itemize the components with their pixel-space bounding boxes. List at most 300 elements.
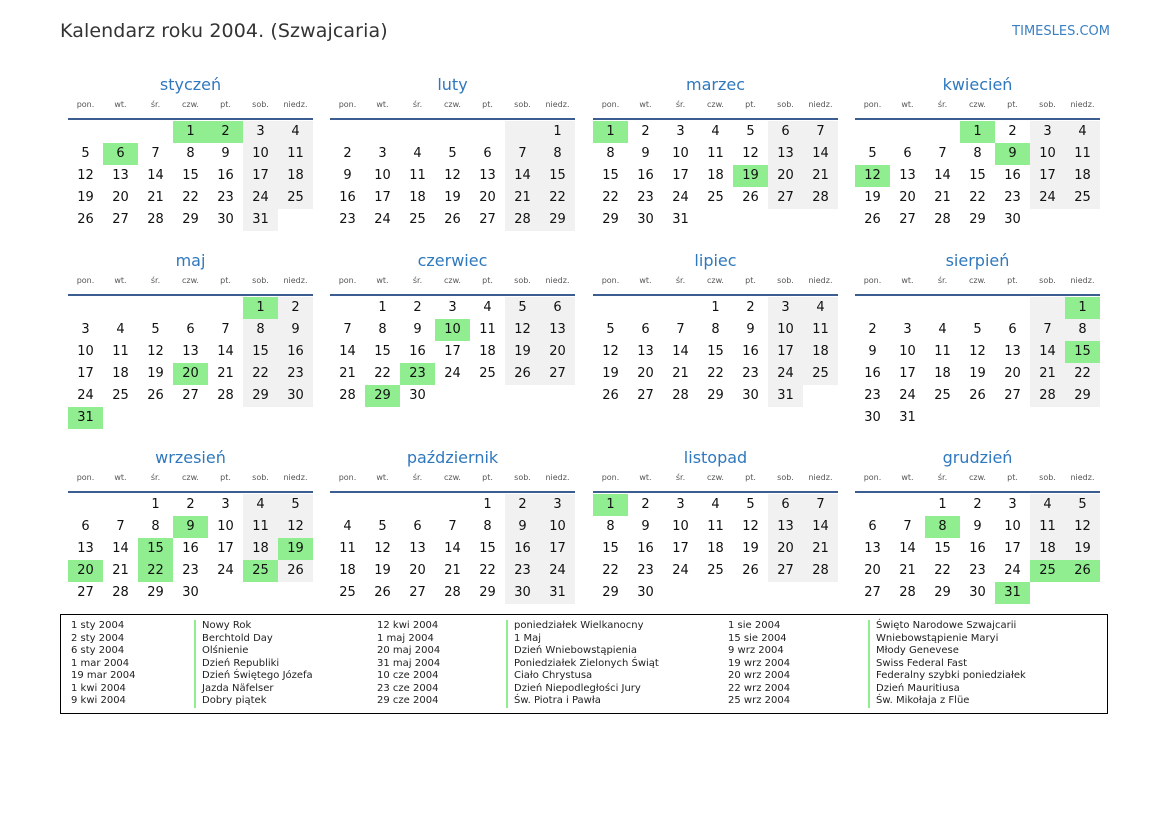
day-cell: 7 xyxy=(221,322,230,337)
day-cell: 11 xyxy=(479,322,496,337)
day-cell: 11 xyxy=(339,541,356,556)
day-cell: 16 xyxy=(339,190,356,205)
day-cell: 6 xyxy=(540,297,575,319)
day-cell: 27 xyxy=(409,585,426,600)
day-cell: 11 xyxy=(243,516,278,538)
month-block xyxy=(68,249,313,429)
holiday-day-cell: 1 xyxy=(593,494,628,516)
day-cell: 10 xyxy=(77,344,94,359)
weekday-label: czw. xyxy=(182,276,199,285)
day-cell: 10 xyxy=(243,143,278,165)
day-cell: 9 xyxy=(221,146,230,161)
day-cell: 11 xyxy=(1030,516,1065,538)
empty-day-cell xyxy=(540,385,575,407)
weekday-label: pon. xyxy=(76,276,95,285)
day-cell: 19 xyxy=(77,190,94,205)
day-cell: 14 xyxy=(803,516,838,538)
empty-day-cell xyxy=(628,297,663,319)
day-cell: 12 xyxy=(505,319,540,341)
day-grid xyxy=(855,121,1100,231)
holiday-name: Dzień Republiki xyxy=(194,658,313,671)
day-cell: 30 xyxy=(742,388,759,403)
day-cell: 25 xyxy=(479,366,496,381)
weekday-label: sob. xyxy=(514,276,531,285)
day-cell: 27 xyxy=(540,363,575,385)
day-cell: 6 xyxy=(413,519,422,534)
day-cell: 30 xyxy=(637,585,654,600)
holiday-date: 1 kwi 2004 xyxy=(71,682,126,694)
day-cell: 8 xyxy=(973,146,982,161)
site-link[interactable]: TIMESLES.COM xyxy=(1012,24,1110,39)
day-cell: 28 xyxy=(803,560,838,582)
day-cell: 22 xyxy=(1065,363,1100,385)
day-cell: 21 xyxy=(803,165,838,187)
day-cell: 11 xyxy=(707,146,724,161)
holiday-day-cell: 20 xyxy=(68,560,103,582)
day-cell: 20 xyxy=(1004,366,1021,381)
weekday-label: wt. xyxy=(901,100,914,109)
day-cell: 20 xyxy=(409,563,426,578)
day-cell: 9 xyxy=(641,146,650,161)
day-cell: 6 xyxy=(768,121,803,143)
weekday-label: śr. xyxy=(150,100,161,109)
weekday-label: sob. xyxy=(514,100,531,109)
day-cell: 7 xyxy=(448,519,457,534)
day-cell: 2 xyxy=(278,297,313,319)
day-cell: 1 xyxy=(938,497,947,512)
weekday-label: pt. xyxy=(482,276,493,285)
month-block xyxy=(68,446,313,604)
day-cell: 23 xyxy=(637,563,654,578)
day-cell: 15 xyxy=(934,541,951,556)
month-title: październik xyxy=(406,448,499,467)
empty-day-cell xyxy=(1030,297,1065,319)
weekday-label: sob. xyxy=(777,473,794,482)
day-cell: 5 xyxy=(746,497,755,512)
holiday-date: 31 maj 2004 xyxy=(377,657,441,669)
day-cell: 13 xyxy=(182,344,199,359)
weekday-label: sob. xyxy=(514,473,531,482)
day-cell: 17 xyxy=(1030,165,1065,187)
weekday-label: pt. xyxy=(745,473,756,482)
day-cell: 23 xyxy=(1004,190,1021,205)
day-cell: 26 xyxy=(77,212,94,227)
weekday-label: niedz. xyxy=(808,100,833,109)
empty-day-cell xyxy=(960,407,995,429)
day-cell: 19 xyxy=(505,341,540,363)
weekday-label: sob. xyxy=(777,100,794,109)
empty-day-cell xyxy=(855,297,890,319)
weekday-header xyxy=(330,97,575,120)
weekday-label: sob. xyxy=(777,276,794,285)
empty-day-cell xyxy=(278,582,313,604)
day-cell: 21 xyxy=(899,563,916,578)
holiday-day-cell: 15 xyxy=(138,538,173,560)
day-grid xyxy=(593,121,838,231)
empty-day-cell xyxy=(173,297,208,319)
holiday-day-cell: 31 xyxy=(995,582,1030,604)
day-cell: 29 xyxy=(707,388,724,403)
day-cell: 22 xyxy=(243,363,278,385)
day-cell: 15 xyxy=(969,168,986,183)
day-cell: 23 xyxy=(637,190,654,205)
weekday-label: niedz. xyxy=(283,276,308,285)
day-cell: 19 xyxy=(1065,538,1100,560)
day-cell: 10 xyxy=(672,146,689,161)
holiday-name: Św. Mikołaja z Flüe xyxy=(868,695,1026,708)
day-cell: 9 xyxy=(746,322,755,337)
empty-day-cell xyxy=(435,121,470,143)
day-cell: 12 xyxy=(1065,516,1100,538)
day-cell: 18 xyxy=(479,344,496,359)
day-cell: 17 xyxy=(217,541,234,556)
day-cell: 15 xyxy=(602,168,619,183)
day-cell: 15 xyxy=(479,541,496,556)
day-cell: 27 xyxy=(77,585,94,600)
month-block xyxy=(593,446,838,604)
empty-day-cell xyxy=(138,407,173,429)
day-cell: 18 xyxy=(803,341,838,363)
day-cell: 4 xyxy=(343,519,352,534)
day-grid xyxy=(68,121,313,231)
empty-day-cell xyxy=(803,582,838,604)
day-cell: 29 xyxy=(540,209,575,231)
holiday-names-column xyxy=(194,620,313,708)
day-cell: 21 xyxy=(339,366,356,381)
day-cell: 11 xyxy=(707,519,724,534)
holiday-date: 1 maj 2004 xyxy=(377,632,434,644)
day-cell: 27 xyxy=(899,212,916,227)
day-cell: 30 xyxy=(864,410,881,425)
month-title: czerwiec xyxy=(417,251,488,270)
day-cell: 17 xyxy=(77,366,94,381)
day-cell: 22 xyxy=(707,366,724,381)
empty-day-cell xyxy=(208,582,243,604)
day-cell: 7 xyxy=(938,146,947,161)
day-cell: 25 xyxy=(409,212,426,227)
day-cell: 1 xyxy=(378,300,387,315)
day-cell: 21 xyxy=(217,366,234,381)
day-cell: 18 xyxy=(278,165,313,187)
day-cell: 12 xyxy=(77,168,94,183)
holiday-day-cell: 12 xyxy=(855,165,890,187)
day-cell: 5 xyxy=(278,494,313,516)
day-cell: 27 xyxy=(768,187,803,209)
day-cell: 4 xyxy=(116,322,125,337)
day-cell: 5 xyxy=(448,146,457,161)
weekday-header xyxy=(330,470,575,493)
day-grid xyxy=(593,494,838,604)
day-cell: 22 xyxy=(934,563,951,578)
day-cell: 3 xyxy=(768,297,803,319)
empty-day-cell xyxy=(243,407,278,429)
day-cell: 28 xyxy=(444,585,461,600)
day-cell: 5 xyxy=(606,322,615,337)
weekday-header xyxy=(593,273,838,296)
weekday-label: niedz. xyxy=(1070,100,1095,109)
day-cell: 30 xyxy=(505,582,540,604)
day-cell: 25 xyxy=(803,363,838,385)
day-cell: 24 xyxy=(672,563,689,578)
holiday-day-cell: 9 xyxy=(995,143,1030,165)
day-cell: 28 xyxy=(339,388,356,403)
day-cell: 31 xyxy=(243,209,278,231)
holiday-name: Dzień Niepodległości Jury xyxy=(506,683,659,696)
day-cell: 23 xyxy=(217,190,234,205)
day-cell: 8 xyxy=(711,322,720,337)
day-cell: 9 xyxy=(973,519,982,534)
day-cell: 29 xyxy=(602,212,619,227)
weekday-label: śr. xyxy=(150,473,161,482)
day-cell: 14 xyxy=(505,165,540,187)
holiday-date: 19 wrz 2004 xyxy=(728,657,791,669)
day-cell: 14 xyxy=(339,344,356,359)
day-cell: 14 xyxy=(444,541,461,556)
holiday-day-cell: 23 xyxy=(400,363,435,385)
holiday-name: 1 Maj xyxy=(506,633,659,646)
day-cell: 11 xyxy=(409,168,426,183)
day-cell: 26 xyxy=(374,585,391,600)
day-cell: 11 xyxy=(112,344,129,359)
day-cell: 20 xyxy=(768,538,803,560)
day-cell: 8 xyxy=(186,146,195,161)
empty-day-cell xyxy=(1030,407,1065,429)
holiday-dates-column xyxy=(71,620,136,708)
day-cell: 13 xyxy=(637,344,654,359)
day-cell: 16 xyxy=(505,538,540,560)
holiday-dates-column xyxy=(377,620,440,708)
day-grid xyxy=(330,297,575,407)
weekday-label: pon. xyxy=(601,100,620,109)
day-cell: 27 xyxy=(768,560,803,582)
day-cell: 21 xyxy=(672,366,689,381)
day-cell: 15 xyxy=(182,168,199,183)
holiday-name: Dzień Mauritiusa xyxy=(868,683,1026,696)
day-cell: 28 xyxy=(672,388,689,403)
weekday-label: pon. xyxy=(863,473,882,482)
day-cell: 3 xyxy=(1030,121,1065,143)
holiday-name: Dzień Wniebowstąpienia xyxy=(506,645,659,658)
day-cell: 10 xyxy=(672,519,689,534)
weekday-label: niedz. xyxy=(1070,276,1095,285)
day-cell: 9 xyxy=(343,168,352,183)
day-cell: 13 xyxy=(864,541,881,556)
day-cell: 13 xyxy=(479,168,496,183)
empty-day-cell xyxy=(505,121,540,143)
day-grid xyxy=(68,494,313,604)
day-cell: 25 xyxy=(339,585,356,600)
day-cell: 7 xyxy=(343,322,352,337)
weekday-label: sob. xyxy=(1039,276,1056,285)
weekday-label: sob. xyxy=(252,276,269,285)
day-cell: 22 xyxy=(540,187,575,209)
day-cell: 7 xyxy=(903,519,912,534)
holiday-day-cell: 10 xyxy=(435,319,470,341)
holiday-name: Berchtold Day xyxy=(194,633,313,646)
day-cell: 4 xyxy=(938,322,947,337)
holiday-name: Nowy Rok xyxy=(194,620,313,633)
empty-day-cell xyxy=(173,407,208,429)
day-grid xyxy=(593,297,838,407)
day-cell: 14 xyxy=(803,143,838,165)
day-cell: 24 xyxy=(899,388,916,403)
day-cell: 13 xyxy=(1004,344,1021,359)
weekday-label: czw. xyxy=(182,473,199,482)
day-cell: 18 xyxy=(112,366,129,381)
day-cell: 8 xyxy=(483,519,492,534)
day-cell: 3 xyxy=(903,322,912,337)
empty-day-cell xyxy=(243,582,278,604)
empty-day-cell xyxy=(138,121,173,143)
day-cell: 15 xyxy=(374,344,391,359)
month-title: styczeń xyxy=(159,75,222,94)
day-cell: 17 xyxy=(374,190,391,205)
day-cell: 14 xyxy=(934,168,951,183)
holiday-day-cell: 15 xyxy=(1065,341,1100,363)
holiday-date: 6 sty 2004 xyxy=(71,645,125,656)
day-cell: 8 xyxy=(540,143,575,165)
weekday-label: wt. xyxy=(376,276,389,285)
empty-day-cell xyxy=(768,582,803,604)
empty-day-cell xyxy=(103,297,138,319)
day-cell: 10 xyxy=(1004,519,1021,534)
day-cell: 26 xyxy=(742,563,759,578)
day-cell: 16 xyxy=(182,541,199,556)
weekday-header xyxy=(855,470,1100,493)
day-cell: 16 xyxy=(637,541,654,556)
month-title: lipiec xyxy=(694,251,737,270)
day-cell: 6 xyxy=(641,322,650,337)
weekday-label: czw. xyxy=(444,276,461,285)
holiday-day-cell: 1 xyxy=(1065,297,1100,319)
weekday-label: sob. xyxy=(1039,100,1056,109)
day-cell: 13 xyxy=(540,319,575,341)
day-cell: 23 xyxy=(864,388,881,403)
day-cell: 7 xyxy=(676,322,685,337)
day-cell: 23 xyxy=(742,366,759,381)
day-cell: 27 xyxy=(479,212,496,227)
day-cell: 19 xyxy=(444,190,461,205)
weekday-label: pt. xyxy=(220,100,231,109)
weekday-label: śr. xyxy=(937,100,948,109)
day-cell: 2 xyxy=(973,497,982,512)
weekday-label: sob. xyxy=(1039,473,1056,482)
day-cell: 30 xyxy=(409,388,426,403)
empty-day-cell xyxy=(435,494,470,516)
day-cell: 12 xyxy=(602,344,619,359)
holiday-day-cell: 6 xyxy=(103,143,138,165)
empty-day-cell xyxy=(1030,582,1065,604)
day-cell: 6 xyxy=(903,146,912,161)
day-cell: 25 xyxy=(1065,187,1100,209)
day-cell: 28 xyxy=(803,187,838,209)
empty-day-cell xyxy=(208,407,243,429)
day-cell: 25 xyxy=(278,187,313,209)
day-cell: 9 xyxy=(413,322,422,337)
day-cell: 20 xyxy=(899,190,916,205)
day-cell: 20 xyxy=(637,366,654,381)
day-cell: 18 xyxy=(1065,165,1100,187)
day-cell: 6 xyxy=(483,146,492,161)
weekday-label: niedz. xyxy=(545,276,570,285)
holiday-list xyxy=(60,614,1108,714)
holiday-day-cell: 8 xyxy=(925,516,960,538)
holiday-date: 15 sie 2004 xyxy=(728,632,787,644)
day-cell: 17 xyxy=(768,341,803,363)
day-cell: 14 xyxy=(217,344,234,359)
day-cell: 1 xyxy=(540,121,575,143)
empty-day-cell xyxy=(330,121,365,143)
month-block xyxy=(593,249,838,407)
empty-day-cell xyxy=(208,297,243,319)
day-cell: 5 xyxy=(1065,494,1100,516)
day-cell: 28 xyxy=(147,212,164,227)
day-cell: 24 xyxy=(374,212,391,227)
day-cell: 28 xyxy=(505,209,540,231)
weekday-label: pt. xyxy=(1007,473,1018,482)
day-cell: 29 xyxy=(969,212,986,227)
day-cell: 4 xyxy=(1065,121,1100,143)
day-cell: 28 xyxy=(934,212,951,227)
day-cell: 11 xyxy=(934,344,951,359)
weekday-label: śr. xyxy=(937,473,948,482)
weekday-header xyxy=(593,97,838,120)
weekday-label: pon. xyxy=(863,276,882,285)
day-cell: 23 xyxy=(339,212,356,227)
empty-day-cell xyxy=(593,297,628,319)
day-cell: 4 xyxy=(278,121,313,143)
day-cell: 22 xyxy=(374,366,391,381)
day-cell: 18 xyxy=(934,366,951,381)
day-cell: 28 xyxy=(112,585,129,600)
day-cell: 27 xyxy=(637,388,654,403)
day-cell: 12 xyxy=(969,344,986,359)
day-grid xyxy=(855,297,1100,429)
day-cell: 3 xyxy=(221,497,230,512)
day-cell: 16 xyxy=(637,168,654,183)
holiday-date: 1 sty 2004 xyxy=(71,620,125,631)
day-cell: 29 xyxy=(602,585,619,600)
weekday-label: niedz. xyxy=(545,100,570,109)
day-cell: 31 xyxy=(768,385,803,407)
empty-day-cell xyxy=(278,209,313,231)
weekday-label: pt. xyxy=(745,276,756,285)
weekday-header xyxy=(330,273,575,296)
month-title: luty xyxy=(437,75,468,94)
day-grid xyxy=(855,494,1100,604)
weekday-label: śr. xyxy=(675,276,686,285)
weekday-label: pon. xyxy=(76,473,95,482)
weekday-label: pon. xyxy=(601,473,620,482)
day-cell: 4 xyxy=(1030,494,1065,516)
weekday-label: niedz. xyxy=(808,276,833,285)
weekday-label: niedz. xyxy=(1070,473,1095,482)
empty-day-cell xyxy=(890,297,925,319)
weekday-label: czw. xyxy=(182,100,199,109)
holiday-date: 1 sie 2004 xyxy=(728,620,781,631)
day-cell: 24 xyxy=(217,563,234,578)
day-cell: 5 xyxy=(81,146,90,161)
day-cell: 8 xyxy=(243,319,278,341)
day-cell: 5 xyxy=(151,322,160,337)
day-cell: 9 xyxy=(868,344,877,359)
empty-day-cell xyxy=(365,121,400,143)
empty-day-cell xyxy=(663,297,698,319)
empty-day-cell xyxy=(1065,582,1100,604)
day-cell: 25 xyxy=(707,563,724,578)
empty-day-cell xyxy=(278,407,313,429)
month-title: wrzesień xyxy=(155,448,226,467)
